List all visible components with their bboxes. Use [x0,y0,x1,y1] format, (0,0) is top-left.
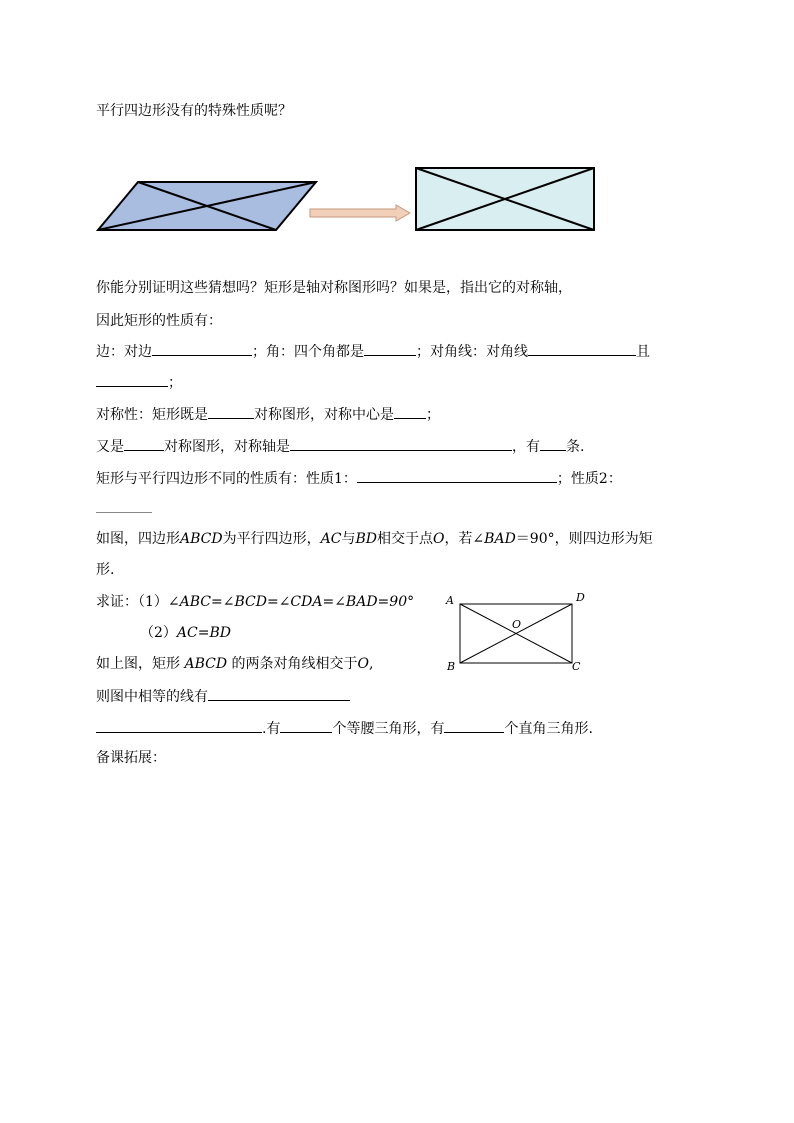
center-label-o: O [512,618,522,631]
symmetry-line-1 [96,404,440,424]
figure2-text-3: , [369,656,374,672]
vertex-label-c: C [572,660,581,673]
blank-central-symmetry[interactable] [208,404,254,419]
proof-item-2: AC=BD [176,625,231,641]
example-text-3: 与 [341,531,356,547]
triangles-line [96,718,593,738]
vertex-label-b: B [447,660,456,673]
example-text-4: 相交于点 [376,531,433,547]
example-text-6: ＝90°，则四边形为矩 [515,531,653,547]
and-label: 且 [636,344,650,360]
example-text-5: ，若∠ [444,531,485,547]
blank-property2[interactable] [96,498,152,513]
axis-label: 对称图形，对称轴是 [164,439,290,455]
example-line [96,530,653,548]
example-text-2: 为平行四边形， [222,531,321,547]
example-bd: BD [355,531,377,547]
property1-label: 矩形与平行四边形不同的性质有：性质1： [96,471,357,487]
question-title: 平行四边形没有的特殊性质呢？ [96,103,292,119]
property2-blank-line [96,498,152,518]
angles-label: ；角：四个角都是 [252,344,364,360]
diagonals-label: ；对角线：对角线 [416,344,528,360]
proof-line-1 [96,593,414,611]
blank-diagonals[interactable] [528,341,636,356]
figure2-text-1: 如上图，矩形 [96,656,180,672]
symmetry-label: 对称性：矩形既是 [96,407,208,423]
example-ac: AC [320,531,342,547]
has-label: ，有 [512,439,540,455]
sides-angles-diagonals-line [96,341,650,361]
blank-axial-symmetry[interactable] [124,436,164,451]
parallelogram-figure [98,182,316,230]
figure2-intro-line [96,655,373,673]
property2-label: ；性质2： [556,471,622,487]
equal-lines-line [96,686,350,706]
prove-prompt: 你能分别证明这些猜想吗？矩形是轴对称图形吗？如果是，指出它的对称轴， [96,280,572,296]
parallelogram-shape [98,182,316,230]
figure2-abcd: ABCD [184,656,228,672]
blank-axis-count[interactable] [540,436,566,451]
extension-label: 备课拓展： [96,750,166,766]
triangles-text-3: 个直角三角形. [504,721,593,737]
figure2-o: O [357,656,369,672]
rectangle-figure [416,168,594,230]
blank-opposite-sides[interactable] [152,341,252,356]
blank-right-triangle-count[interactable] [444,718,504,733]
equal-lines-label: 则图中相等的线有 [96,689,208,705]
rectangle-diagonal-2 [416,168,594,230]
symmetry-center-label: 对称图形，对称中心是 [254,407,394,423]
diagonals-continuation-line [96,372,182,392]
blank-equal-lines[interactable] [208,686,350,701]
blank-isosceles-count[interactable] [280,718,332,733]
also-label: 又是 [96,439,124,455]
proof-item-1: ∠ABC=∠BCD=∠CDA=∠BAD=90° [167,594,415,610]
blank-diagonals-2[interactable] [96,372,168,387]
vertex-label-d: D [576,591,585,604]
figure2-text-2: 的两条对角线相交于 [231,656,358,672]
blank-property1[interactable] [357,468,557,483]
blank-axis[interactable] [290,436,512,451]
symmetry-semicolon: ； [426,407,440,423]
rectangle-diagonal-1 [416,168,594,230]
semicolon: ； [168,375,182,391]
difference-line [96,468,622,488]
triangles-text-2: 个等腰三角形，有 [332,721,445,737]
count-unit-label: 条. [566,439,585,455]
symmetry-line-2 [96,436,584,456]
properties-intro: 因此矩形的性质有： [96,313,222,329]
proof-label: 求证：（1） [96,594,168,610]
example-continuation: 形. [96,562,115,578]
example-o: O [432,531,445,547]
parallelogram-diagonal-2 [98,182,316,230]
blank-equal-lines-2[interactable] [96,718,262,733]
example-bad: BAD [484,531,516,547]
rectangle-shape [416,168,594,230]
proof-item-2-label: （2） [140,625,177,641]
rectangle-abcd-figure [440,590,600,680]
example-text-1: 如图，四边形 [96,531,180,547]
parallelogram-diagonal-1 [138,182,276,230]
vertex-label-a: A [446,594,454,607]
sides-label: 边：对边 [96,344,152,360]
arrow-right-icon [310,205,410,221]
example-abcd: ABCD [180,531,223,547]
triangles-text-1: .有 [262,721,281,737]
proof-line-2 [140,624,231,642]
blank-symmetry-center[interactable] [394,404,426,419]
blank-angles[interactable] [364,341,416,356]
